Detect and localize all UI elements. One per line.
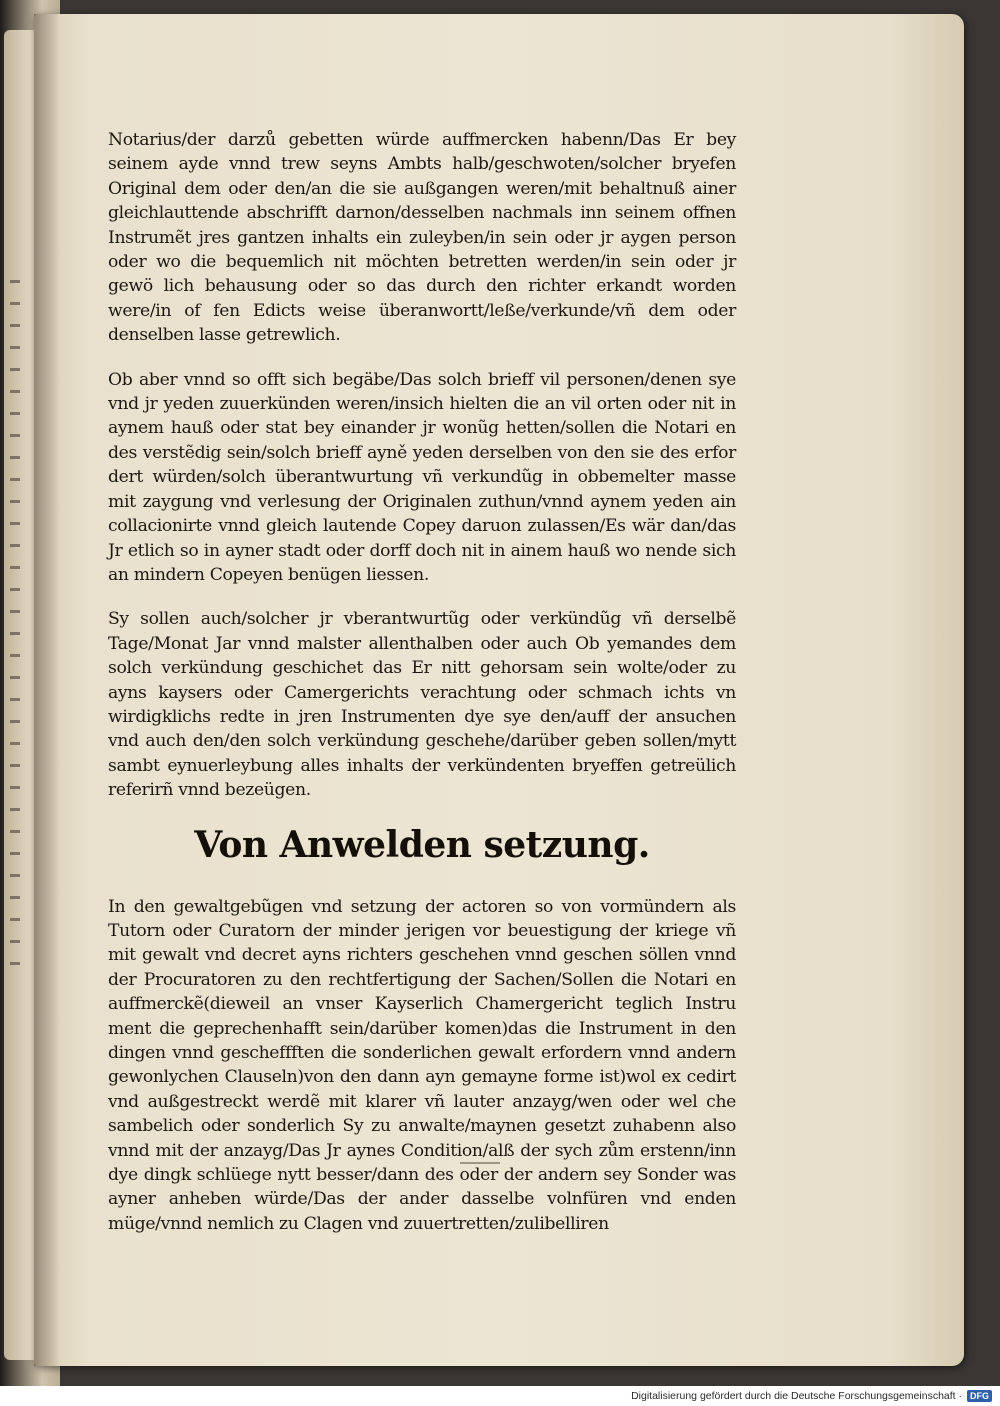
page-fold-shadow bbox=[34, 14, 60, 1366]
paragraph-2: Ob aber vnnd so offt sich begäbe/Das solch brieff vil personen/denen sye vnd jr yeden zuuerkünden weren/insich hielten die an vil orten oder nit in aynem hauß oder stat bey einander jr wonũg hetten/sollen die Notari en des verstẽdig sein/solch brieff ayně yeden derselben von den sie des erfor dert würden/solch überantwurtung vñ verkundũg in obbemelter masse mit zaygung vnd verlesung der Originalen zuthun/vnnd aynem yeden ain collacionirte vnnd gleich lautende Copey daruon zulassen/Es wär dan/das Jr etlich so in ayner stadt oder dorff doch nit in ainem hauß wo nende sich an mindern Copeyen benügen liessen. bbox=[108, 369, 736, 585]
credit-bar bbox=[0, 1386, 1000, 1406]
section-heading: Von Anwelden setzung. bbox=[194, 823, 650, 866]
catchword-rule bbox=[460, 1162, 500, 1164]
dfg-logo: DFG bbox=[967, 1390, 992, 1402]
paragraph-4: In den gewaltgebũgen vnd setzung der actoren so von vormündern als Tutorn oder Curatorn der minder jerigen vor beuestigung der kriege vñ mit gewalt vnd decret ayns richters geschehen vnnd geschen söllen vnnd der Procuratoren zu den rechtfertigung der Sachen/Sollen die Notari en auffmerckẽ(dieweil an vnser Kayserlich Chamergericht teglich Instru ment die geprechenhafft sein/darüber komen)das die Instrument in den dingen vnnd gescheffften die sonderlichen gewalt erfordern vnnd andern gewonlychen Clauseln)von den dann ayn gemayne forme ist)wol ex cedirt vnd außgestreckt werdẽ mit klarer vñ lauter anzayg/wen oder wel che sambelich oder sonderlich Sy zu anwalte/maynen gesetzt zuhabenn also vnnd mit der anzayg/Das Jr aynes Condition/alß der sych zům erstenn/inn dye dingk schlüege nytt besser/dann des oder der andern sey Sonder was ayner anheben würde/Das der ander dasselbe volnfüren vnd enden müge/vnnd nemlich zu Clagen vnd zuuertretten/zulibelliren bbox=[108, 896, 736, 1234]
paragraph-3: Sy sollen auch/solcher jr vberantwurtũg oder verkündũg vñ derselbẽ Tage/Monat Jar vnnd malster allenthalben oder auch Ob yemandes dem solch verkündung geschichet das Er nitt gehorsam sein wolte/oder zu ayns kaysers oder Camergerichts verachtung oder schmach ichts vn wirdigklichs redte in jren Instrumenten dye sye den/auff der ansuchen vnd auch den/den solch verkündung geschehe/darüber geben sollen/mytt sambt eynuerleybung alles inhalts der verkündenten bryeffen getreülich referirñ vnnd bezeügen. bbox=[108, 609, 736, 801]
paragraph-1: Notarius/der darzů gebetten würde auffmercken habenn/Das Er bey seinem ayde vnnd trew seyns Ambts halb/geschwoten/solcher bryefen Original dem oder den/an die sie außgangen weren/mit behaltnuß ainer gleichlauttende abschrifft darnon/desselben nachmals inn seinem offnen Instrumẽt jres gantzen inhalts ein zuleyben/in sein oder jr aygen person oder wo die bequemlich nit möchten betretten werden/in sein oder jr gewö lich behausung oder so das durch den richter erkandt worden were/in of fen Edicts weise überanwortt/leße/verkunde/vñ dem oder denselben lasse getrewlich. bbox=[108, 130, 736, 346]
left-page-marks bbox=[10, 280, 20, 980]
page-text bbox=[108, 128, 736, 1256]
dfg-credit-text: Digitalisierung gefördert durch die Deutsche Forschungsgemeinschaft · bbox=[631, 1390, 962, 1402]
